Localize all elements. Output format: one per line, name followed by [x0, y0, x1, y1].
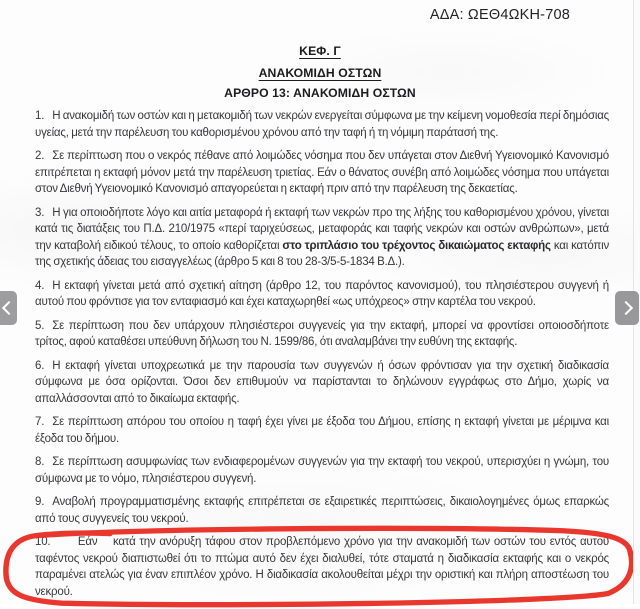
paragraph-1: [35, 108, 609, 141]
paragraph-number: 4.: [35, 279, 45, 292]
paragraph-number: 6.: [35, 359, 45, 372]
paragraph-number: 9.: [35, 496, 45, 508]
paragraph-number: 10.: [35, 536, 51, 548]
chevron-left-icon: [1, 301, 15, 315]
paragraph-text: Εάν κατά την ανόρυξη τάφου στον προβλεπόμενο χρόνο για την ανακομιδή των οστών του εντός αυτού ταφέντος νεκρού διαπιστωθεί ότι το πτώμα αυτό δεν έχει διαλυθεί, τότε σταματά η διαδικασία εκταφής και ο νεκρός παραμένει ατελώς για έναν επιπλέον χρόνο. Η διαδικασία ακολουθείται μέχρι την οριστική και πλήρη αποστέωση του νεκρού.: [35, 536, 609, 598]
paragraph-number: 5.: [35, 319, 45, 332]
paragraph-number: 1.: [35, 110, 45, 122]
paragraph-text: Η εκταφή γίνεται υποχρεωτικά με την παρουσία των συγγενών ή όσων φρόντισαν για την σχετική διαδικασία σύμφωνα με όσα ορίζονται. Όσοι δεν επιθυμούν να παρίστανται το δηλώνουν εγγράφως στο Δήμο, χωρίς να απαλλάσσονται από το δικαίωμα εκταφής.: [35, 359, 609, 405]
paragraph-text: στο τριπλάσιο του τρέχοντος δικαιώματος εκταφής: [282, 239, 551, 252]
paragraph-list: [35, 108, 609, 600]
paragraph-text: Σε περίπτωση απόρου του οποίου η ταφή έχει γίνει με έξοδα του Δήμου, επίσης η εκταφή γίνεται με μέριμνα και έξοδα του δήμου.: [35, 416, 609, 445]
section-heading: ΑΝΑΚΟΜΙΔΗ ΟΣΤΩΝ: [258, 66, 382, 80]
paragraph-number: 8.: [35, 456, 45, 468]
paragraph-number: 3.: [35, 206, 45, 219]
paragraph-9: [35, 494, 609, 527]
paragraph-2: [35, 148, 609, 198]
paragraph-text: Η εκταφή γίνεται μετά από σχετική αίτηση (άρθρο 12, του παρόντος κανονισμού), του πλησιέστερου συγγενή ή αυτού που φρόντισε για τον ενταφιασμό και έχει καταχωρηθεί «ως υπόχρεος» στην καρτέλα του νεκρού.: [35, 279, 609, 308]
paragraph-text: Η για οποιοδήποτε λόγο και αιτία μεταφορά ή εκταφή των νεκρών προ της λήξης του καθορισμένου χρόνου, γίνεται κατά τις διατάξεις του Π.Δ. 210/1975 «περί ταριχεύσεως, μεταφοράς και ταφής νεκρών και οστών ανθρώπων», μετά την καταβολή ειδικού τέλους, το οποίο καθορίζεται: [35, 206, 609, 252]
paragraph-5: [35, 318, 609, 351]
paragraph-number: 2.: [35, 150, 45, 162]
paragraph-text: Σε περίπτωση που δεν υπάρχουν πλησιέστεροι συγγενείς για την εκταφή, μπορεί να φροντίσει οποιοσδήποτε τρίτος, αφού καταθέσει υπεύθυνη δήλωση του Ν. 1599/86, ότι αναλαμβάνει την ευθύνη της εκταφής.: [35, 319, 609, 348]
paragraph-number: 7.: [35, 416, 45, 428]
paragraph-text: Σε περίπτωση ασυμφωνίας των ενδιαφερομένων συγγενών για την εκταφή του νεκρού, υπερισχύει η γνώμη, του σύμφωνα με το νόμο, πλησιέστερου συγγενή.: [35, 456, 609, 485]
chevron-right-icon: [619, 301, 633, 315]
paragraph-4: [35, 278, 609, 311]
chapter-heading: ΚΕΦ. Γ: [299, 44, 341, 58]
article-heading: ΑΡΘΡΟ 13: ΑΝΑΚΟΜΙΔΗ ΟΣΤΩΝ: [224, 86, 416, 100]
next-page-button[interactable]: [615, 291, 639, 325]
paragraph-text: Σε περίπτωση που ο νεκρός πέθανε από λοιμώδες νόσημα που δεν υπάγεται στον Διεθνή Υγειονομικό Κανονισμό επιτρέπεται η εκταφή μόνον μετά την παρέλευση τριετίας. Εάν ο θάνατος συνέβη από λοιμώδες νόσημα που υπάγεται στον Διεθνή Υγειονομικό Κανονισμό απαγορεύεται η εκταφή πριν από την παρέλευση της δεκαετίας.: [35, 150, 609, 195]
prev-page-button[interactable]: [0, 291, 17, 325]
paragraph-3: [35, 205, 609, 271]
paragraph-8: [35, 454, 609, 487]
paragraph-6: [35, 358, 609, 408]
paragraph-text: και κατόπιν της σχετικής άδειας του εισαγγελέως (άρθρο 5 και 8 του 28-3/5-5-1834 Β.Δ.).: [35, 239, 609, 268]
paragraph-7: [35, 414, 609, 447]
paragraph-text: Η ανακομιδή των οστών και η μετακομιδή των νεκρών ενεργείται σύμφωνα με την κείμενη νομοθεσία περί δημόσιας υγείας, μετά την παρέλευση του καθορισμένου χρόνου από την ταφή ή τη νόμιμη παράτασή της.: [35, 110, 609, 139]
ada-code: ΑΔΑ: ΩΕΘ4ΩΚΗ-708: [429, 7, 570, 23]
paragraph-10: [35, 534, 609, 600]
paragraph-text: Αναβολή προγραμματισμένης εκταφής επιτρέπεται σε εξαιρετικές περιπτώσεις, δικαιολογημένες όμως επαρκώς από τους συγγενείς του νεκρού.: [35, 496, 609, 525]
